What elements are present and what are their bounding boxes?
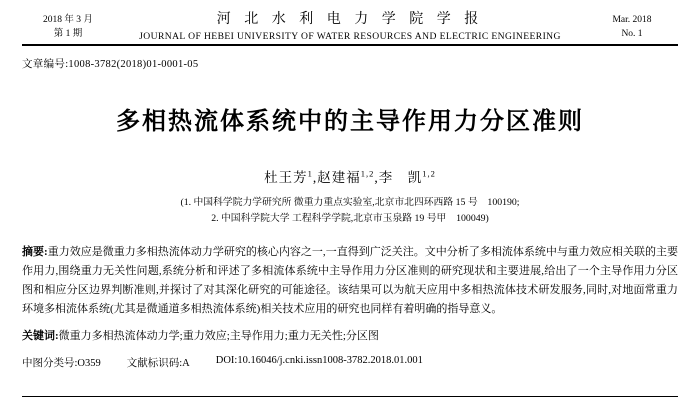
doi: DOI:10.16046/j.cnki.issn1008-3782.2018.01.001: [215, 354, 423, 366]
abstract: [22, 243, 678, 319]
keywords-text: 微重力多相热流体动力学;重力效应;主导作用力;重力无关性;分区图: [58, 329, 379, 342]
author-2-name: 赵建福: [317, 170, 361, 185]
footer-divider: [22, 396, 678, 397]
keywords-label: 关键词:: [22, 329, 59, 342]
journal-title-cn: 河 北 水 利 电 力 学 院 学 报: [216, 12, 484, 27]
author-3-affil-marker: 1,2: [422, 168, 436, 179]
keywords: [22, 327, 678, 346]
running-head: [22, 0, 678, 42]
journal-title-block: [114, 8, 586, 42]
author-1-affil-marker: 1: [307, 168, 313, 179]
affiliations: [22, 195, 678, 227]
header-divider: [22, 44, 678, 46]
article-number: 文章编号:1008-3782(2018)01-0001-05: [22, 59, 199, 70]
author-3-name: 李 凯: [378, 170, 423, 185]
affiliation-2: 2. 中国科学院大学 工程科学学院,北京市玉泉路 19 号甲 100049): [211, 213, 489, 225]
clc-number: 中图分类号:O359: [22, 357, 101, 369]
issue-month-year-en: Mar. 2018: [612, 15, 652, 26]
abstract-text: 重力效应是微重力多相热流体动力学研究的核心内容之一,一直得到广泛关注。文中分析了多相流体系统中与重力效应相关联的主要作用力,围绕重力无关性问题,系统分析和评述了多相流体系统中主导作用力分区准则的研究现状和主要进展,给出了一个主导作用力分区图和相应分区边界判断准则,并探讨了对其深化研究的可能途径。该结果可以为航天应用中多相热流体技术研发服务,同时,对地面常重力环境多相流体系统(尤其是微通道多相热流体系统)相关技术应用的研究也同样有着明确的指导意义。: [22, 246, 678, 316]
issue-number-en: No. 1: [621, 29, 643, 40]
author-separator-2: ,: [374, 170, 379, 185]
issue-year-month: 2018 年 3 月: [43, 15, 93, 26]
issue-date-block: [22, 14, 114, 42]
author-2-affil-marker: 1,2: [360, 168, 375, 179]
classification-row: [22, 355, 678, 370]
author-list: [22, 166, 678, 186]
affiliation-1: (1. 中国科学院力学研究所 微重力重点实验室,北京市北四环西路 15 号 100190;: [180, 197, 520, 208]
journal-title-en: JOURNAL OF HEBEI UNIVERSITY OF WATER RESOURCES AND ELECTRIC ENGINEERING: [139, 31, 561, 42]
issue-number: 第 1 期: [53, 29, 83, 40]
author-separator-1: ,: [312, 170, 318, 185]
document-code: 文献标识码:A: [126, 357, 190, 369]
abstract-label: 摘要:: [22, 246, 48, 259]
issue-date-en-block: [586, 14, 678, 42]
author-1-name: 杜王芳: [264, 170, 308, 185]
page-title: 多相热流体系统中的主导作用力分区准则: [116, 109, 584, 135]
